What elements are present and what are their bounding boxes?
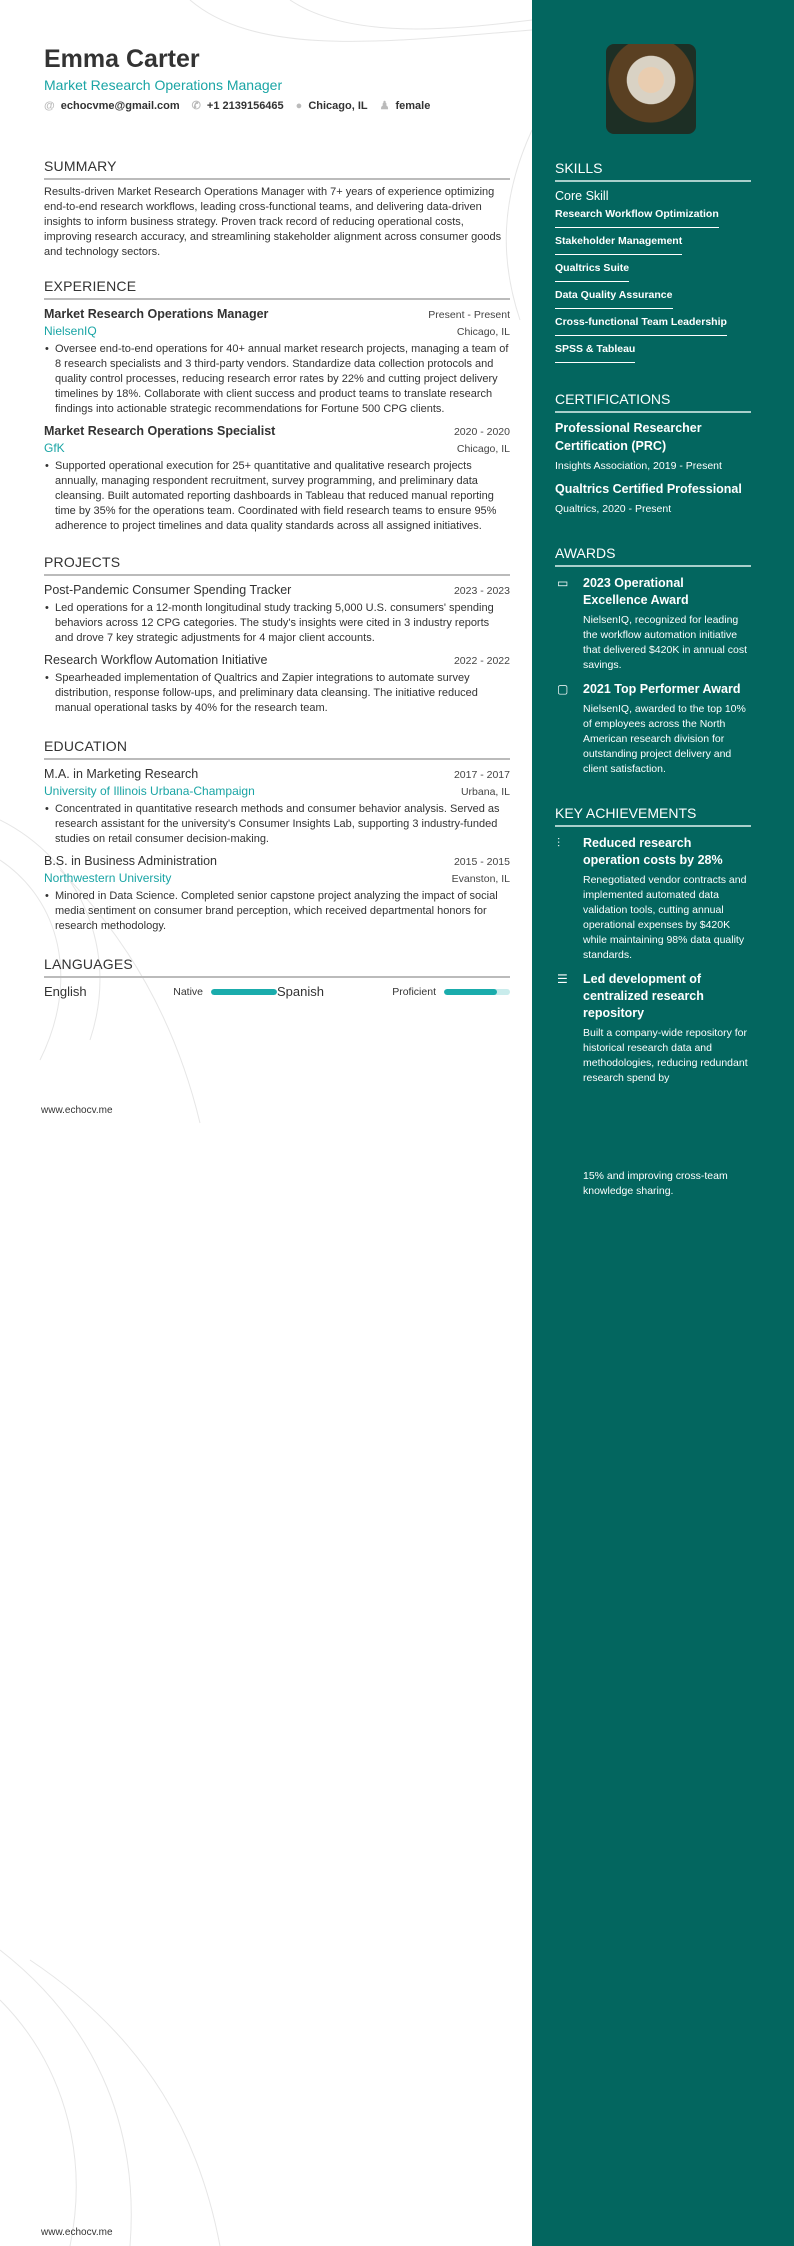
proficiency-fill: [211, 989, 277, 995]
contact-info: [44, 99, 510, 112]
contact-email[interactable]: [44, 100, 180, 112]
language-level: Native: [173, 985, 203, 998]
project-entry: [44, 646, 510, 716]
contact-phone[interactable]: [192, 99, 284, 112]
project-title: Post-Pandemic Consumer Spending Tracker: [44, 583, 292, 597]
award-item: [555, 681, 751, 777]
contact-location: [296, 100, 368, 112]
gender-text: female: [395, 99, 431, 112]
skill-item: Data Quality Assurance: [555, 286, 673, 309]
project-bullet: • Spearheaded implementation of Qualtrics and Zapier integrations to automate survey distribution, response follow-ups, and preliminary data cleansing. The initiative reduced manual operational tasks by 40% for the research team.: [55, 671, 510, 716]
award-item: [555, 575, 751, 673]
skills-list: [555, 205, 751, 363]
certification-title: Qualtrics Certified Professional: [555, 482, 742, 496]
skill-item: Research Workflow Optimization: [555, 205, 719, 228]
profile-photo: [606, 44, 696, 134]
job-location: Chicago, IL: [456, 443, 510, 455]
candidate-name: Emma Carter: [44, 45, 200, 73]
degree: B.S. in Business Administration: [44, 854, 217, 868]
certification-issuer: Insights Association, 2019 - Present: [555, 460, 722, 472]
language-item: [277, 984, 510, 999]
section-heading-awards: AWARDS: [555, 545, 751, 567]
contact-gender: [380, 99, 431, 112]
candidate-title: Market Research Operations Manager: [44, 77, 283, 93]
section-heading-experience: EXPERIENCE: [44, 278, 510, 300]
footer-link[interactable]: www.echocv.me: [41, 2227, 113, 2238]
calendar-icon: ▭: [557, 576, 569, 590]
job-dates: Present - Present: [428, 309, 510, 321]
job-title: Market Research Operations Manager: [44, 307, 269, 321]
experience-entry: [44, 300, 510, 417]
section-heading-key-achievements: KEY ACHIEVEMENTS: [555, 805, 751, 827]
languages-list: [44, 984, 510, 999]
email-text: echocvme@gmail.com: [60, 99, 180, 112]
project-dates: 2022 - 2022: [453, 655, 510, 667]
skill-item: Stakeholder Management: [555, 232, 682, 255]
phone-text: +1 2139156465: [206, 99, 284, 112]
section-heading-projects: PROJECTS: [44, 554, 510, 576]
company-name: NielsenIQ: [44, 324, 97, 338]
job-title: Market Research Operations Specialist: [44, 424, 276, 438]
section-heading-skills: SKILLS: [555, 160, 751, 182]
person-icon: ♟: [379, 100, 390, 112]
skill-group-label: Core Skill: [555, 189, 609, 203]
award-description: NielsenIQ, recognized for leading the workflow automation initiative that delivered $420K in annual cost savings.: [583, 614, 748, 671]
job-location: Chicago, IL: [456, 326, 510, 338]
job-dates: 2020 - 2020: [453, 426, 510, 438]
skill-item: Qualtrics Suite: [555, 259, 629, 282]
language-name: Spanish: [277, 984, 324, 999]
education-dates: 2017 - 2017: [453, 769, 510, 781]
summary-text: Results-driven Market Research Operations Manager with 7+ years of experience optimizing end-to-end research workflows, leading cross-functional teams, and delivering data-driven insights to inform business strategy. Proven track record of reducing operational costs, improving research accuracy, and streamlining stakeholder alignment across consumer goods and technology sectors.: [44, 186, 502, 258]
job-bullet: • Oversee end-to-end operations for 40+ annual market research projects, managing a team of 8 research specialists and 3 third-party vendors. Standardize data collection protocols and quality control processes, reducing research error rates by 22% and cutting project delivery timelines by 18%. Collaborate with client success and product teams to translate research findings into actionable strategic recommendations for Fortune 500 CPG clients.: [55, 342, 510, 417]
footer-link[interactable]: www.echocv.me: [41, 1105, 113, 1116]
project-title: Research Workflow Automation Initiative: [44, 653, 268, 667]
project-entry: [44, 576, 510, 646]
education-dates: 2015 - 2015: [453, 856, 510, 868]
database-icon: ☰: [557, 972, 568, 986]
award-title: 2021 Top Performer Award: [583, 682, 741, 696]
monitor-icon: ▢: [557, 682, 569, 696]
language-level: Proficient: [392, 985, 436, 998]
skill-item: SPSS & Tableau: [555, 340, 635, 363]
experience-entry: [44, 417, 510, 534]
achievement-item: [555, 835, 751, 963]
award-title: 2023 Operational Excellence Award: [583, 576, 689, 607]
company-name: GfK: [44, 441, 65, 455]
sidebar: [532, 0, 794, 2246]
achievement-description: Built a company-wide repository for historical research data and methodologies, reducing redundant research spend by: [583, 1027, 748, 1084]
sliders-icon: ⫶: [557, 836, 561, 850]
education-entry: [44, 847, 510, 934]
education-bullet: • Minored in Data Science. Completed senior capstone project analyzing the impact of social media sentiment on consumer brand perception, which received departmental honors for research methodology.: [55, 889, 510, 934]
education-entry: [44, 760, 510, 847]
section-heading-languages: LANGUAGES: [44, 956, 510, 978]
achievement-title: Led development of centralized research repository: [583, 972, 704, 1020]
achievement-description-continued: 15% and improving cross-team knowledge sharing.: [583, 1170, 728, 1197]
main-column: [44, 44, 510, 999]
school-location: Urbana, IL: [460, 786, 510, 798]
award-description: NielsenIQ, awarded to the top 10% of employees across the North American research division for outstanding project delivery and client satisfaction.: [583, 703, 746, 775]
certification-issuer: Qualtrics, 2020 - Present: [555, 503, 672, 515]
achievement-title: Reduced research operation costs by 28%: [583, 836, 723, 867]
language-name: English: [44, 984, 87, 999]
location-text: Chicago, IL: [308, 99, 368, 112]
education-bullet: • Concentrated in quantitative research methods and consumer behavior analysis. Served as research assistant for the university's Consumer Insights Lab, supporting 3 industry-funded studies on retail consumer decision-making.: [55, 802, 510, 847]
school-name: University of Illinois Urbana-Champaign: [44, 784, 255, 798]
location-icon: ●: [295, 99, 303, 112]
phone-icon: ✆: [191, 100, 201, 112]
section-heading-certifications: CERTIFICATIONS: [555, 391, 751, 413]
certification-title: Professional Researcher Certification (PRC): [555, 421, 702, 453]
school-name: Northwestern University: [44, 871, 172, 885]
language-proficiency-bar: [211, 989, 277, 995]
project-dates: 2023 - 2023: [453, 585, 510, 597]
at-icon: @: [44, 99, 55, 112]
project-bullet: • Led operations for a 12-month longitudinal study tracking 5,000 U.S. consumers' spending behaviors across 12 CPG categories. The study's insights were cited in 3 industry reports and drove 7 key strategic adjustments for 4 major client accounts.: [55, 601, 510, 646]
language-item: [44, 984, 277, 999]
skill-item: Cross-functional Team Leadership: [555, 313, 727, 336]
language-proficiency-bar: [444, 989, 510, 995]
section-heading-education: EDUCATION: [44, 738, 510, 760]
section-heading-summary: SUMMARY: [44, 158, 510, 180]
achievement-description: Renegotiated vendor contracts and implemented automated data validation tools, cutting annual operational expenses by $420K while maintaining 98% data quality standards.: [583, 874, 747, 961]
school-location: Evanston, IL: [451, 873, 510, 885]
job-bullet: • Supported operational execution for 25+ quantitative and qualitative research projects annually, managing respondent recruitment, survey programming, and preliminary data cleansing. Built automated reporting dashboards in Tableau that reduced manual reporting time by 35% for the operations team. Coordinated with field research teams to ensure 95% adherence to project timelines and data quality standards across all assigned initiatives.: [55, 459, 510, 534]
degree: M.A. in Marketing Research: [44, 767, 199, 781]
proficiency-fill: [444, 989, 497, 995]
achievement-item: [555, 971, 751, 1086]
